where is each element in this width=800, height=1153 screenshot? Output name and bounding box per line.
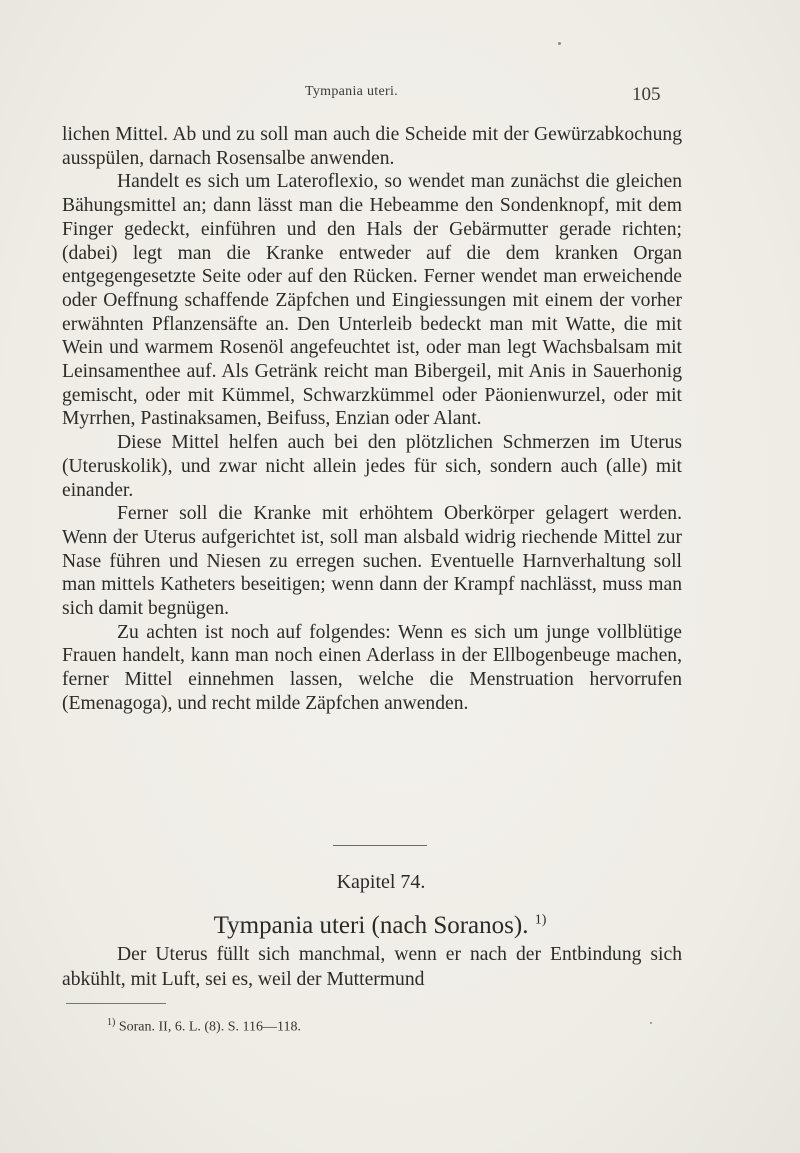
paper-speck (558, 42, 561, 45)
paragraph-3: Diese Mittel helfen auch bei den plötzlichen Schmerzen im Uterus (Uteruskolik), und zwar nicht allein jedes für sich, sondern auch (alle) mit einander. (62, 432, 682, 501)
body-text (62, 123, 682, 716)
chapter-text (62, 943, 682, 992)
paragraph-1: lichen Mittel. Ab und zu soll man auch die Scheide mit der Gewürzabkochung ausspülen, darnach Rosensalbe anwenden. (62, 124, 682, 169)
chapter-title-footnote-mark: 1) (534, 912, 547, 928)
paper-speck (650, 1022, 652, 1024)
section-separator (333, 845, 427, 846)
footnote-text: Soran. II, 6. L. (8). S. 116—118. (118, 1019, 301, 1035)
footnote (107, 1017, 301, 1036)
paragraph-2: Handelt es sich um Lateroflexio, so wendet man zunächst die gleichen Bähungsmittel an; dann lässt man die Hebeamme den Sondenknopf, mit dem Finger gedeckt, einführen und den Hals der Gebärmutter gerade richten; (dabei) legt man die Kranke entweder auf die dem kranken Organ entgegengesetzte Seite oder auf den Rücken. Ferner wendet man erweichende oder Oeffnung schaffende Zäpfchen und Eingiessungen mit einem der vorher erwähnten Pflanzensäfte an. Den Unterleib bedeckt man mit Watte, die mit Wein und warmem Rosenöl angefeuchtet ist, oder man legt Wachsbalsam mit Leinsamenthee auf. Als Getränk reicht man Bibergeil, mit Anis in Sauerhonig gemischt, oder mit Kümmel, Schwarzkümmel oder Päonienwurzel, oder mit Myrrhen, Pastinaksamen, Beifuss, Enzian oder Alant. (62, 171, 682, 430)
footnote-mark: 1) (107, 1017, 116, 1028)
running-head: Tympania uteri. (305, 84, 398, 99)
chapter-opening-paragraph: Der Uterus füllt sich manchmal, wenn er nach der Entbindung sich abkühlt, mit Luft, sei es, weil der Muttermund (62, 944, 682, 990)
paragraph-5: Zu achten ist noch auf folgendes: Wenn es sich um junge vollblütige Frauen handelt, kann man noch einen Aderlass in der Ellbogenbeuge machen, ferner Mittel einnehmen lassen, welche die Menstruation hervorrufen (Emenagoga), und recht milde Zäpfchen anwenden. (62, 621, 682, 714)
footnote-rule (66, 1003, 166, 1004)
page-number: 105 (632, 84, 661, 105)
chapter-title-text: Tympania uteri (nach Soranos). (213, 912, 529, 939)
paragraph-4: Ferner soll die Kranke mit erhöhtem Oberkörper gelagert werden. Wenn der Uterus aufgerichtet ist, soll man alsbald widrig riechende Mittel zur Nase führen und Niesen zu erregen suchen. Eventuelle Harnverhaltung soll man mittels Katheters beseitigen; wenn dann der Krampf nachlässt, muss man sich damit begnügen. (62, 503, 682, 620)
chapter-title (0, 912, 760, 940)
chapter-label: Kapitel 74. (336, 871, 426, 893)
